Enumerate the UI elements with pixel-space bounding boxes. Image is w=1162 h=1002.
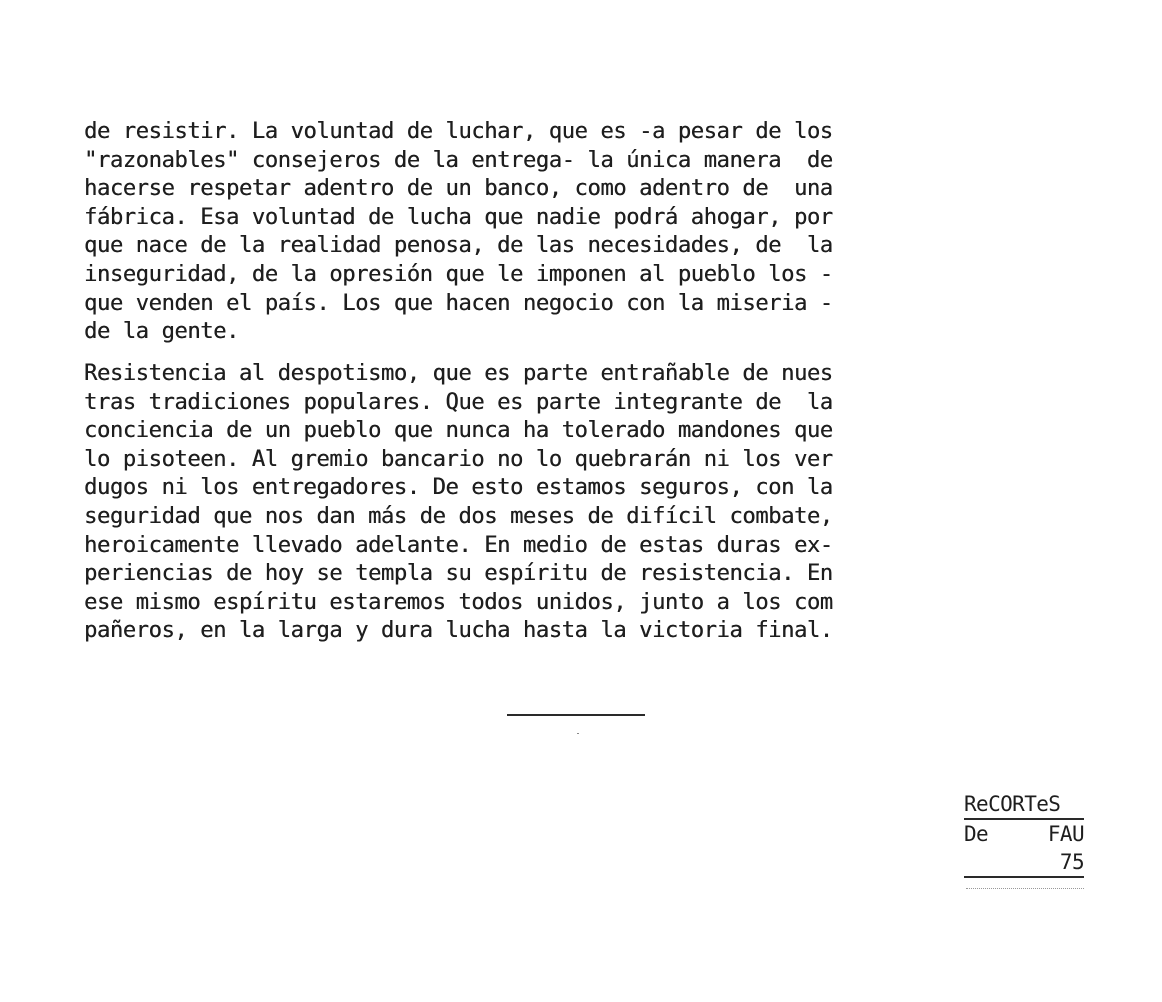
text-line: hacerse respetar adentro de un banco, como adentro de una [84, 175, 833, 202]
text-line: conciencia de un pueblo que nunca ha tolerado mandones que [84, 417, 833, 444]
stamp-dotted-line [966, 886, 1084, 889]
text-line: seguridad que nos dan más de dos meses de difícil combate, [84, 502, 833, 529]
text-line: Resistencia al despotismo, que es parte entrañable de nues [84, 360, 833, 386]
text-line: lo pisoteen. Al gremio bancario no lo quebrarán ni los ver [84, 445, 833, 472]
text-line: que nace de la realidad penosa, de las necesidades, de la [84, 232, 833, 259]
text-line: que venden el país. Los que hacen negocio con la miseria - [84, 289, 833, 316]
text-line: fábrica. Esa voluntad de lucha que nadie podrá ahogar, por [84, 203, 833, 230]
recortes-stamp [964, 790, 1088, 878]
text-line: de resistir. La voluntad de luchar, que es -a pesar de los [84, 118, 833, 144]
text-line: heroicamente llevado adelante. En medio de estas duras ex- [84, 531, 833, 558]
text-line: periencias de hoy se templa su espíritu de resistencia. En [84, 560, 833, 587]
paragraph-1 [84, 117, 944, 346]
text-line: inseguridad, de la opresión que le imponen al pueblo los - [84, 260, 833, 287]
text-line: ese mismo espíritu estaremos todos unidos, junto a los com [84, 588, 833, 615]
paragraph-2 [84, 359, 944, 645]
stamp-subtitle-row [964, 820, 1084, 848]
text-line: "razonables" consejeros de la entrega- la única manera de [84, 146, 833, 173]
stamp-word-fau: FAU [1047, 822, 1084, 846]
text-line: tras tradiciones populares. Que es parte integrante de la [84, 388, 833, 415]
stamp-title: ReCORTeS [964, 790, 1084, 820]
text-line: de la gente. [84, 318, 239, 345]
stamp-word-de: De [964, 822, 989, 846]
text-line: dugos ni los entregadores. De esto estamos seguros, con la [84, 474, 833, 501]
divider-mark [577, 733, 579, 734]
section-divider [507, 714, 645, 716]
text-line: pañeros, en la larga y dura lucha hasta la victoria final. [84, 617, 833, 644]
page-number: 75 [964, 848, 1084, 878]
